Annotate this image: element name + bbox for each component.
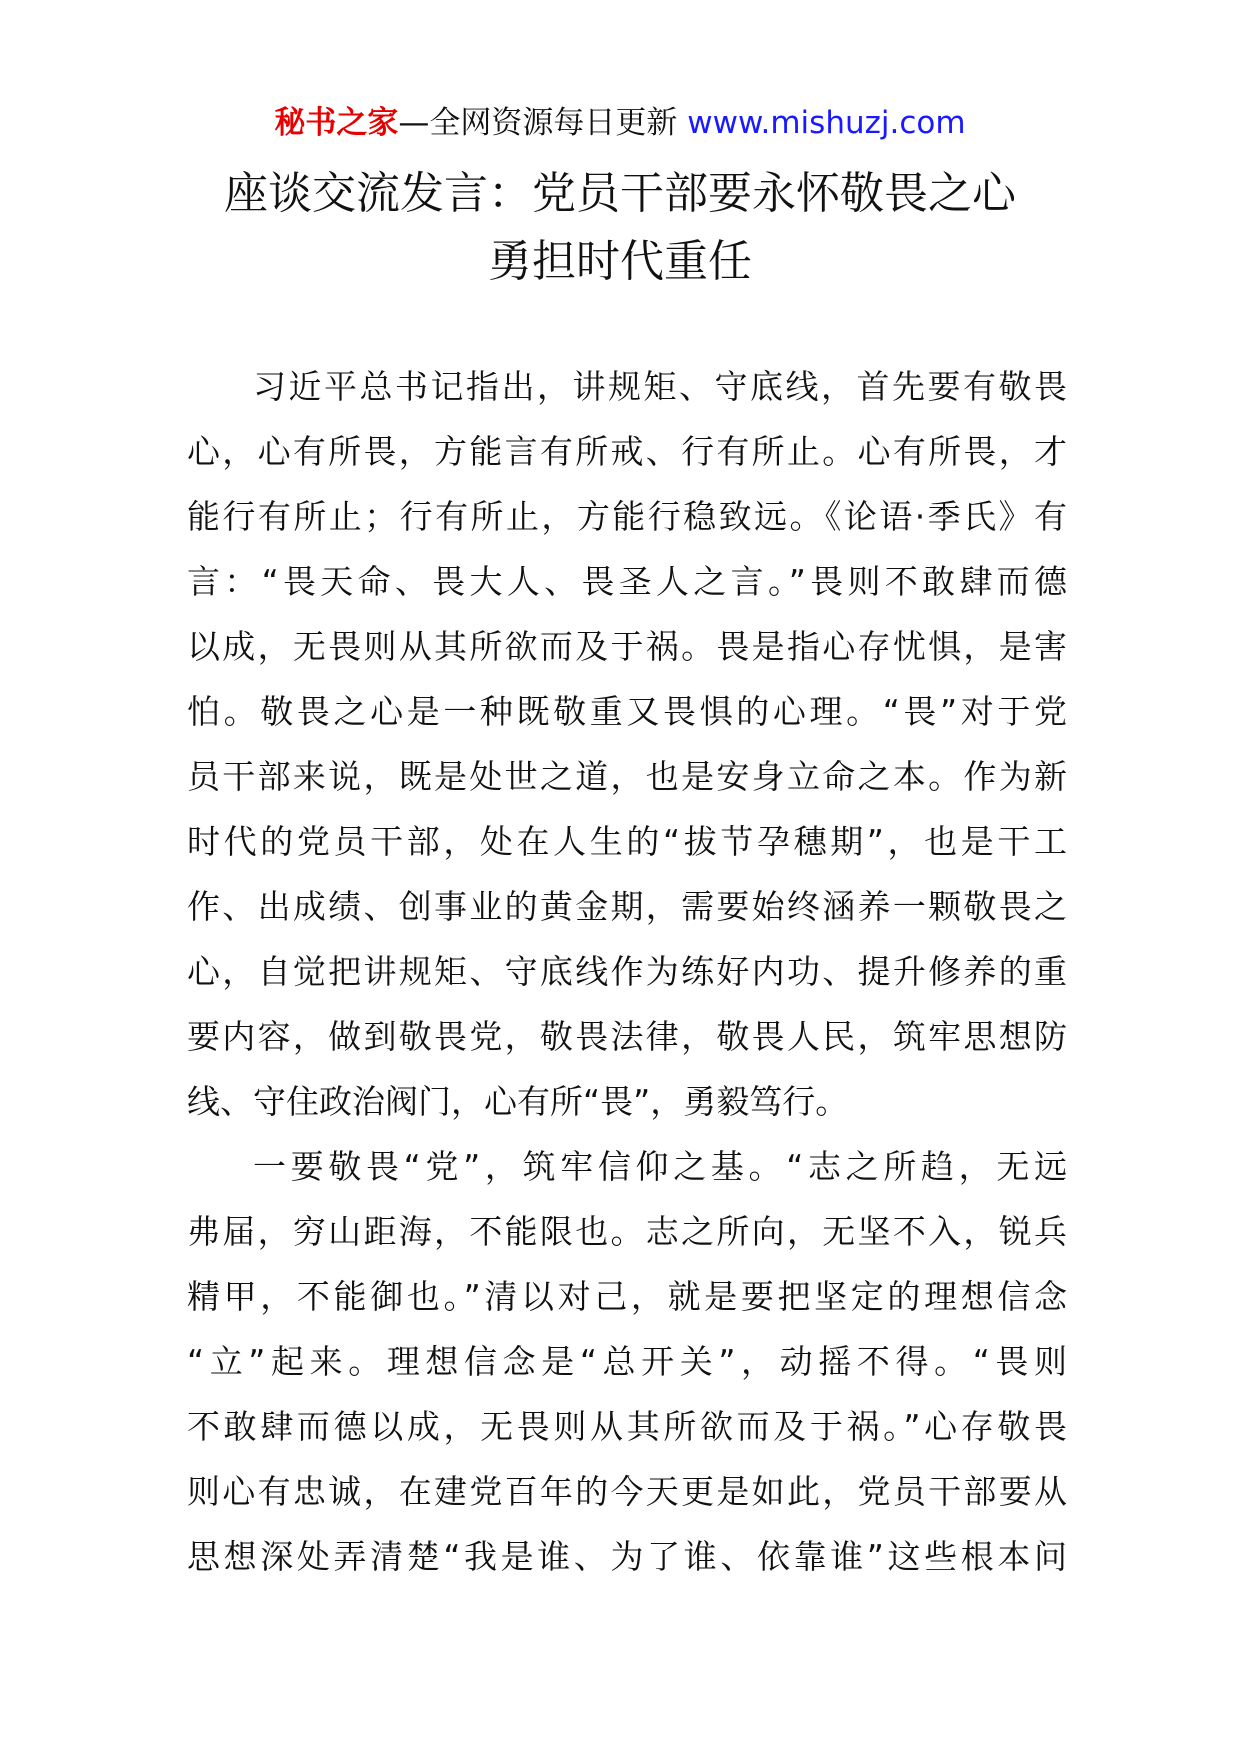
paragraph-1 [187, 354, 1067, 1134]
document-body [187, 354, 1067, 1589]
text-line: 心，心有所畏，方能言有所戒、行有所止。心有所畏，才 [187, 432, 1067, 471]
text-line: 时代的党员干部，处在人生的“拔节孕穗期”，也是干工 [187, 822, 1067, 861]
text-line: 弗届，穷山距海，不能限也。志之所向，无坚不入，锐兵 [187, 1212, 1067, 1251]
title-line: 勇担时代重任 [488, 236, 752, 287]
site-url-link[interactable]: www.mishuzj.com [687, 105, 966, 141]
text-line: 则心有忠诚，在建党百年的今天更是如此，党员干部要从 [187, 1472, 1067, 1511]
text-line: 心，自觉把讲规矩、守底线作为练好内功、提升修养的重 [187, 952, 1067, 991]
site-header [0, 100, 1240, 146]
title-line: 座谈交流发言：党员干部要永怀敬畏之心 [224, 168, 1016, 219]
text-line: “立”起来。理想信念是“总开关”，动摇不得。“畏则 [187, 1342, 1067, 1381]
site-brand: 秘书之家 [274, 105, 399, 141]
paragraph-2 [187, 1134, 1067, 1589]
text-line: 一要敬畏“党”，筑牢信仰之基。“志之所趋，无远 [253, 1147, 1067, 1186]
text-line: 精甲，不能御也。”清以对己，就是要把坚定的理想信念 [187, 1277, 1067, 1316]
text-line: 言：“畏天命、畏大人、畏圣人之言。”畏则不敢肆而德 [187, 562, 1067, 601]
text-line: 员干部来说，既是处世之道，也是安身立命之本。作为新 [187, 757, 1067, 796]
text-line: 要内容，做到敬畏党，敬畏法律，敬畏人民，筑牢思想防 [187, 1017, 1067, 1056]
site-tagline: —全网资源每日更新 [398, 105, 678, 141]
document-title [150, 160, 1090, 296]
text-line: 思想深处弄清楚“我是谁、为了谁、依靠谁”这些根本问 [187, 1537, 1067, 1576]
text-line: 习近平总书记指出，讲规矩、守底线，首先要有敬畏 [253, 367, 1067, 406]
text-line: 不敢肆而德以成，无畏则从其所欲而及于祸。”心存敬畏 [187, 1407, 1067, 1446]
text-line: 怕。敬畏之心是一种既敬重又畏惧的心理。“畏”对于党 [187, 692, 1067, 731]
text-line: 线、守住政治阀门，心有所“畏”，勇毅笃行。 [187, 1082, 849, 1121]
text-line: 以成，无畏则从其所欲而及于祸。畏是指心存忧惧，是害 [187, 627, 1067, 666]
text-line: 作、出成绩、创事业的黄金期，需要始终涵养一颗敬畏之 [187, 887, 1067, 926]
text-line: 能行有所止；行有所止，方能行稳致远。《论语·季氏》有 [187, 497, 1067, 536]
